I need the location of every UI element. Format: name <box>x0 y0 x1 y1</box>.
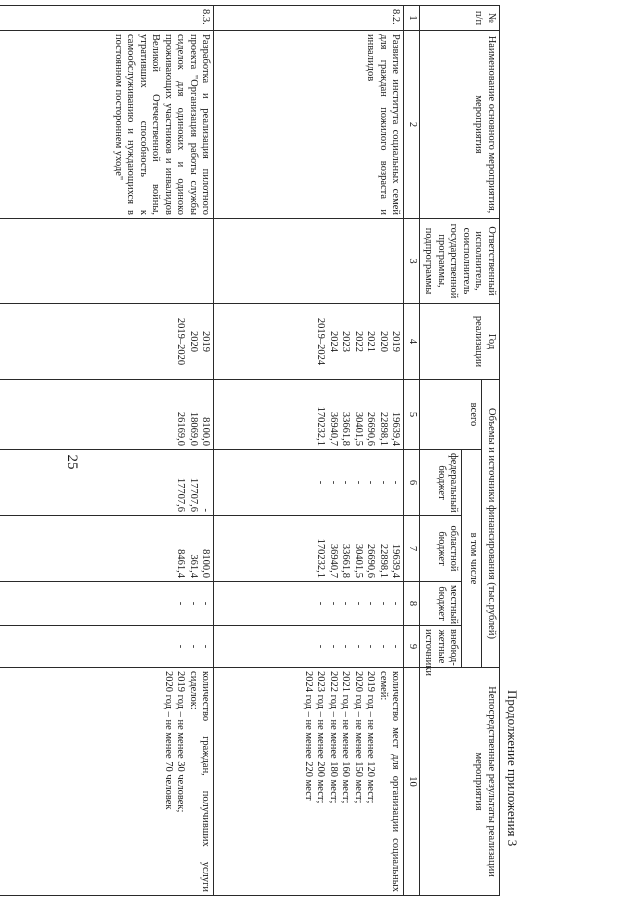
row-local: - - - <box>0 582 214 626</box>
header-including: в том числе <box>462 450 482 668</box>
column-number: 5 <box>404 380 420 450</box>
column-number: 10 <box>404 668 420 896</box>
row-executor <box>0 219 214 304</box>
row-years: 2019 2020 2019–2020 <box>0 304 214 380</box>
header-results: Непосредственные результаты реализации мероприятия <box>420 668 500 896</box>
row-local: - - - - - - - <box>214 582 404 626</box>
column-number: 9 <box>404 626 420 668</box>
appendix-continuation-note: Продолжение приложения 3 <box>505 690 520 847</box>
row-number: 8.2. <box>214 6 404 31</box>
row-results: количество мест для организации социальных семей: 2019 год – не менее 120 мест; 2020 год – не менее 150 мест; 2021 год – не менее 160 мест; 2022 год – не менее 180 мест; 2023 год – не менее 200 мест; 2024 год – не менее 220 мест <box>214 668 404 896</box>
row-number: 8.3. <box>0 6 214 31</box>
row-regional: 8100,0 361,4 8461,4 <box>0 516 214 582</box>
row-offbudget: - - - <box>0 626 214 668</box>
column-number: 7 <box>404 516 420 582</box>
column-number: 4 <box>404 304 420 380</box>
table-row <box>0 6 214 896</box>
header-year: Год реализации <box>420 304 500 380</box>
row-total: 8100,0 18069,0 26169,0 <box>0 380 214 450</box>
header-total: всего <box>420 380 483 450</box>
page-number: 25 <box>64 454 80 470</box>
column-number: 8 <box>404 582 420 626</box>
header-funding-group: Объемы и источники финансирования (тыс.рублей) <box>482 380 500 668</box>
funding-table <box>0 5 500 896</box>
row-federal: - 17707,6 17707,6 <box>0 450 214 516</box>
header-number: № п/п <box>420 6 500 31</box>
row-years: 2019 2020 2021 2022 2023 2024 2019–2024 <box>214 304 404 380</box>
row-federal: - - - - - - - <box>214 450 404 516</box>
header-name: Наименование основного мероприятия, мероприятия <box>420 31 500 219</box>
row-total: 19639,4 22898,1 26690,6 30401,5 33661,8 36940,7 170232,1 <box>214 380 404 450</box>
row-name: Развитие института социальных семей для граждан пожилого возраста и инвалидов <box>214 31 404 219</box>
column-number: 2 <box>404 31 420 219</box>
row-executor <box>214 219 404 304</box>
header-federal: федеральный бюджет <box>420 450 463 516</box>
column-number: 6 <box>404 450 420 516</box>
table-row <box>214 6 404 896</box>
header-regional: областной бюджет <box>420 516 463 582</box>
header-local: местный бюджет <box>420 582 463 626</box>
row-offbudget: - - - - - - - <box>214 626 404 668</box>
column-number: 1 <box>404 6 420 31</box>
header-offbudget: внебюд-жетные источники <box>420 626 463 668</box>
row-results: количество граждан, получивших услуги сиделок: 2019 год – не менее 30 человек; 2020 год – не менее 70 человек <box>0 668 214 896</box>
column-number: 3 <box>404 219 420 304</box>
row-name: Разработка и реализация пилотного проекта "Организация работы службы сиделок для одиноких и одиноко проживающих участников и инвалидов Великой Отечественной войны, утративших способность к самообслуживанию и нуждающихся в постоянном постороннем уходе" <box>0 31 214 219</box>
row-regional: 19639,4 22898,1 26690,6 30401,5 33661,8 36940,7 170232,1 <box>214 516 404 582</box>
header-executor: Ответственный исполнитель, соисполнитель государственной программы, подпрограммы <box>420 219 500 304</box>
